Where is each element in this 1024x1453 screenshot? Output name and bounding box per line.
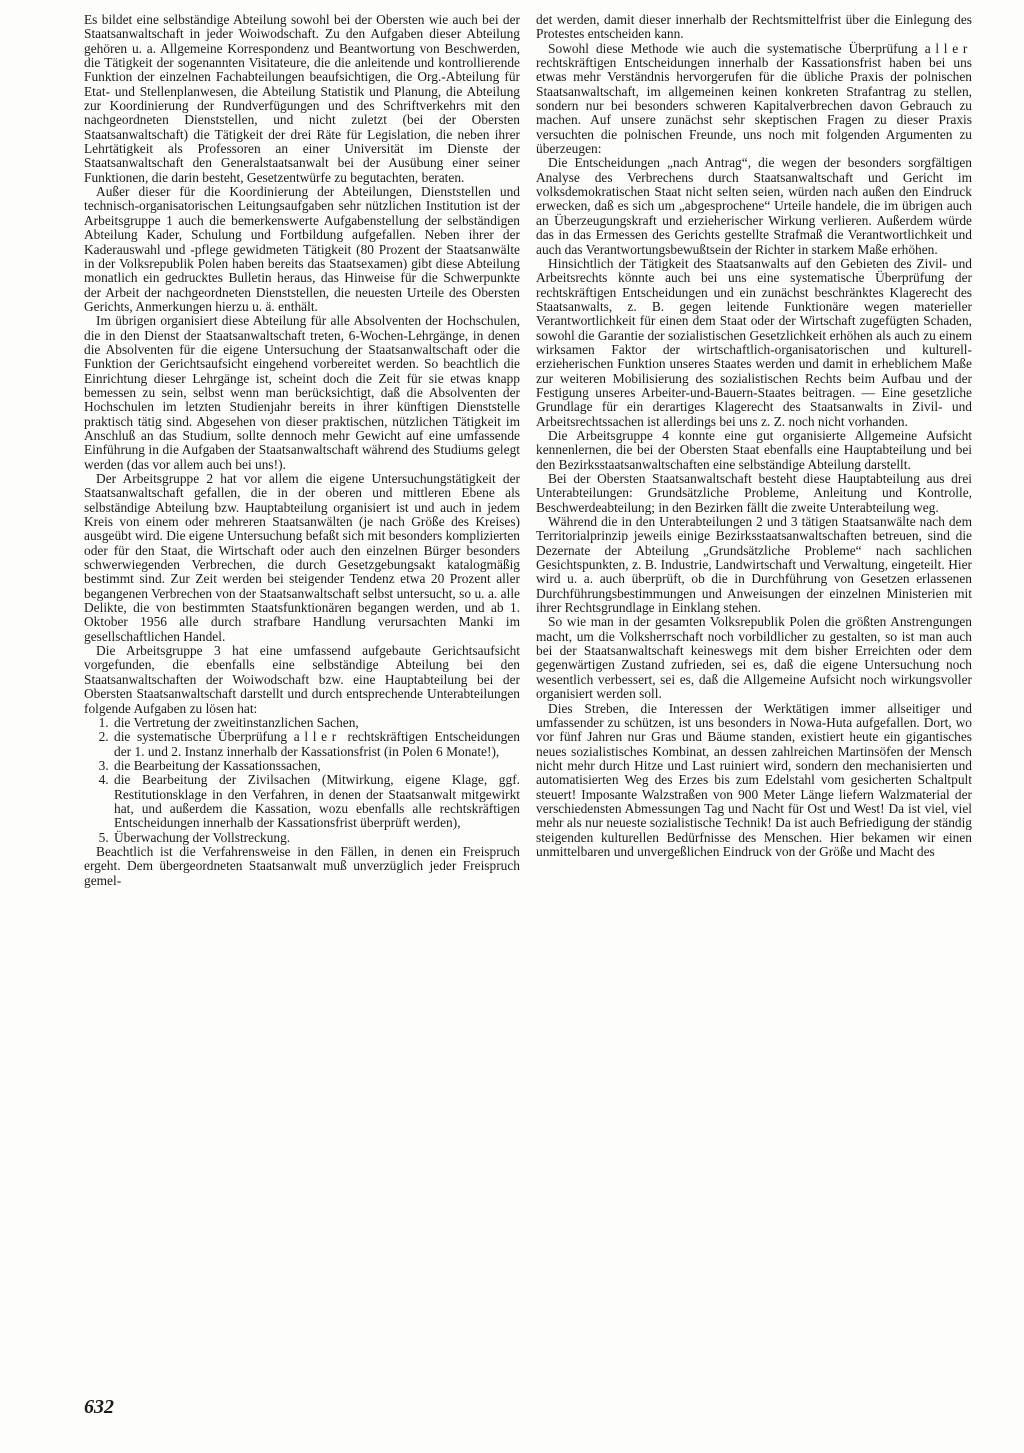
task-list: [84, 716, 520, 845]
paragraph: Die Entscheidungen „nach Antrag“, die wegen der besonders sorgfältigen Analyse des Verbrechens durch Staatsanwaltschaft und Gericht im volksdemokratischen Staat nicht selten seien, würden nach außen den Eindruck erwecken, daß es sich um „abgesprochene“ Urteile handele, die im übrigen auch an Überzeugungskraft und erzieherischer Wirkung verlieren. Außerdem würde das in das Ermessen des Gerichts gestellte Strafmaß die Verantwortlichkeit und auch das Verantwortungsbewußtsein der Richter in starkem Maße erhöhen.: [536, 155, 972, 257]
paragraph: Es bildet eine selbständige Abteilung sowohl bei der Obersten wie auch bei der Staatsanwaltschaft in jeder Woiwodschaft. Zu den Aufgaben dieser Abteilung gehören u. a. Allgemeine Korrespondenz und Beantwortung von Beschwerden, die Tätigkeit der sogenannten Visitateure, die die anleitende und kontrollierende Funktion der einzelnen Fachabteilungen beaufsichtigen, die Org.-Abteilung für Etat- und Stellenplanwesen, die Abteilung Statistik und Planung, die Abteilung zur Koordinierung der Rundverfügungen und des Schriftverkehrs mit den nachgeordneten Dienststellen, und nicht zuletzt (bei der Obersten Staatsanwaltschaft) die Tätigkeit der drei Räte für Legislation, die neben ihrer Lehrtätigkeit als Professoren an einer Universität im Dienste der Staatsanwaltschaft den Generalstaatsanwalt bei der Ausübung einer seiner Funktionen, die darin besteht, Gesetzentwürfe zu begutachten, beraten.: [84, 12, 520, 185]
emphasized-word: aller: [293, 729, 341, 745]
list-item: [112, 831, 520, 845]
paragraph: det werden, damit dieser innerhalb der Rechtsmittelfrist über die Einlegung des Protestes entscheiden kann.: [536, 12, 972, 42]
paragraph: Die Arbeitsgruppe 3 hat eine umfassend aufgebaute Gerichtsaufsicht vorgefunden, die ebenfalls eine selbständige Abteilung bei den Staatsanwaltschaften der Woiwodschaft bzw. eine Hauptabteilung bei der Obersten Staatsanwaltschaft darstellt und durch entsprechende Unterabteilungen folgende Aufgaben zu lösen hat:: [84, 643, 520, 716]
list-item-text: rechtskräftigen Entscheidungen der 1. und 2. Instanz innerhalb der Kassationsfrist (in Polen 6 Monate!),: [114, 729, 520, 759]
paragraph: Bei der Obersten Staatsanwaltschaft besteht diese Hauptabteilung aus drei Unterabteilungen: Grundsätzliche Probleme, Anleitung und Kontrolle, Beschwerdeabteilung; in den Bezirken fällt die zweite Unterabteilung weg.: [536, 471, 972, 515]
right-column: [536, 13, 972, 859]
list-item: [112, 730, 520, 759]
list-item-text: die Bearbeitung der Kassationssachen,: [114, 757, 321, 773]
list-item: [112, 759, 520, 773]
paragraph: Außer dieser für die Koordinierung der Abteilungen, Dienststellen und technisch-organisatorischen Leitungsaufgaben sehr nützlichen Institution ist der Arbeitsgruppe 1 auch die bemerkenswerte Aufgabenstellung der selbständigen Abteilung Kader, Schulung und Fortbildung aufgefallen. Neben ihrer der Kaderauswahl und -pflege gewidmeten Tätigkeit (80 Prozent der Staatsanwälte in der Volksrepublik Polen haben bereits das Staatsexamen) gibt diese Abteilung monatlich ein gedrucktes Bulletin heraus, das Hinweise für die Schwerpunkte der Arbeit der nachgeordneten Dienststellen, die neuesten Urteile des Obersten Gerichts, Anmerkungen hierzu u. ä. enthält.: [84, 184, 520, 314]
paragraph: Im übrigen organisiert diese Abteilung für alle Absolventen der Hochschulen, die in den Dienst der Staatsanwaltschaft treten, 6-Wochen-Lehrgänge, in denen die Absolventen für die eigene Untersuchung der Staatsanwaltschaft oder die Funktion der Gerichtsaufsicht eingehend vorbereitet werden. So beachtlich die Einrichtung dieser Lehrgänge ist, scheint doch die Zeit für sie etwas knapp bemessen zu sein, selbst wenn man berücksichtigt, daß die Absolventen der Hochschulen im letzten Studienjahr bereits in ihrer künftigen Dienststelle praktisch tätig sind. Abgesehen von dieser praktischen, nützlichen Tätigkeit im Anschluß an das Studium, sollte dennoch mehr Gewicht auf eine umfassende Einführung in die Aufgaben der Staatsanwaltschaft während des Studiums gelegt werden (das vor allem auch bei uns!).: [84, 313, 520, 472]
paragraph-text: rechtskräftigen Entscheidungen innerhalb der Kassationsfrist haben bei uns etwas mehr Verständnis hervorgerufen für die übliche Praxis der polnischen Staatsanwaltschaft, im allgemeinen keinen konkreten Strafantrag zu stellen, sondern nur bei besonders schweren Kapitalverbrechen davon Gebrauch zu machen. Auf unsere zunächst sehr skeptischen Fragen zu dieser Praxis versuchten die polnischen Freunde, uns noch mit folgenden Argumenten zu überzeugen:: [536, 55, 972, 157]
paragraph: Beachtlich ist die Verfahrensweise in den Fällen, in denen ein Freispruch ergeht. Dem übergeordneten Staatsanwalt muß unverzüglich jeder Freispruch gemel-: [84, 843, 520, 888]
list-item-text: die systematische Überprüfung: [114, 729, 294, 745]
paragraph: [536, 42, 972, 157]
list-item-text: Überwachung der Vollstreckung.: [114, 829, 291, 845]
list-item: [112, 716, 520, 730]
list-item-text: die Vertretung der zweitinstanzlichen Sachen,: [114, 714, 359, 730]
emphasized-word: aller: [924, 40, 972, 56]
paragraph: Dies Streben, die Interessen der Werktätigen immer allseitiger und umfassender zu schützen, ist uns besonders in Nowa-Huta aufgefallen. Dort, wo vor fünf Jahren nur Gras und Bäume standen, existiert heute ein gigantisches neues sozialistisches Kombinat, an dessen zahlreichen Martinsöfen der Mensch nicht mehr durch Hitze und Last ruiniert wird, sondern den mechanisierten und automatisierten Weg des Erzes bis zum Edelstahl vom gesicherten Schaltpult steuert! Imposante Walzstraßen von 900 Meter Länge liefern Walzmaterial der verschiedensten Abmessungen Tag und Nacht für Ost und West! Da ist viel, viel mehr als nur neueste sozialistische Technik! Da ist auch Befriedigung der ständig steigenden kulturellen Bedürfnisse des Menschen. Hier bekamen wir einen unmittelbaren und unvergeßlichen Eindruck von der Größe und Macht des: [536, 700, 972, 859]
paragraph-text: Sowohl diese Methode wie auch die systematische Überprüfung: [548, 40, 925, 56]
paragraph: So wie man in der gesamten Volksrepublik Polen die größten Anstrengungen macht, um die Volksherrschaft noch vorbildlicher zu gestalten, so ist man auch bei der Staatsanwaltschaft keineswegs mit dem bisher Erreichten oder dem gegenwärtigen Zustand zufrieden, sei es, daß die eigene Untersuchung noch wesentlich verbessert, sei es, daß die Allgemeine Aufsicht noch wirkungsvoller organisiert werden soll.: [536, 614, 972, 702]
paragraph: Die Arbeitsgruppe 4 konnte eine gut organisierte Allgemeine Aufsicht kennenlernen, die bei der Obersten Staat ebenfalls eine Hauptabteilung und bei den Bezirksstaatsanwaltschaften eine selbständige Abteilung darstellt.: [536, 427, 972, 472]
paragraph: Während die in den Unterabteilungen 2 und 3 tätigen Staatsanwälte nach dem Territorialprinzip jeweils einige Bezirksstaatsanwaltschaften betreuen, sind die Dezernate der Abteilung „Grundsätzliche Probleme“ nach sachlichen Gesichtspunkten, z. B. Industrie, Landwirtschaft und Verwaltung, eingeteilt. Hier wird u. a. auch überprüft, ob die in Durchführung von Gesetzen erlassenen Durchführungsbestimmungen und Anweisungen der einzelnen Ministerien mit ihrer Rechtsgrundlage in Einklang stehen.: [536, 514, 972, 616]
page-number: 632: [84, 1396, 114, 1418]
paragraph: Hinsichtlich der Tätigkeit des Staatsanwalts auf den Gebieten des Zivil- und Arbeitsrechts könnte auch bei uns eine systematische Überprüfung der rechtskräftigen Entscheidungen und ein zunächst beschränktes Klagerecht des Staatsanwalts, z. B. gegen leitende Funktionäre wegen materieller Verantwortlichkeit für einen dem Staat oder der Wirtschaft zugefügten Schaden, sowohl die Garantie der sozialistischen Gesetzlichkeit erhöhen als auch zu einem wirksamen Faktor der wirtschaftlich-organisatorischen und kulturell-erzieherischen Funktion unseres Staates werden und damit in erheblichem Maße zur weiteren Mobilisierung des sozialistischen Rechts beim Aufbau und der Festigung unseres Arbeiter-und-Bauern-Staates beitragen. — Eine gesetzliche Grundlage für ein derartiges Klagerecht des Staatsanwalts in Zivil- und Arbeitsrechtssachen ist allerdings bei uns z. Z. noch nicht vorhanden.: [536, 255, 972, 429]
list-item-text: die Bearbeitung der Zivilsachen (Mitwirkung, eigene Klage, ggf. Restitutionsklage in den Verfahren, in denen der Staatsanwalt mitgewirkt hat, und außerdem die Kassation, wozu ebenfalls alle rechtskräftigen Entscheidungen innerhalb der Kassationsfrist überprüft werden),: [114, 772, 520, 831]
left-column: [84, 13, 520, 888]
paragraph: Der Arbeitsgruppe 2 hat vor allem die eigene Untersuchungstätigkeit der Staatsanwaltschaft gefallen, die in der oberen und mittleren Ebene als selbständige Abteilung bzw. Hauptabteilung organisiert ist und auch in jedem Kreis von einem oder mehreren Staatsanwälten (je nach Größe des Kreises) ausgeübt wird. Die eigene Untersuchung befaßt sich mit besonders komplizierten oder für den Staat, die Wirtschaft oder auch den einzelnen Bürger besonders schwerwiegenden Verbrechen, die durch Gesetzgebungsakt katalogmäßig bestimmt sind. Zur Zeit werden bei steigender Tendenz etwa 20 Prozent aller begangenen Verbrechen von der Staatsanwaltschaft selbst untersucht, so u. a. alle Delikte, die von bestimmten Staatsfunktionären begangen werden, und ab 1. Oktober 1956 alle durch strafbare Handlung verursachten Manki im gesellschaftlichen Handel.: [84, 471, 520, 644]
list-item: [112, 773, 520, 830]
